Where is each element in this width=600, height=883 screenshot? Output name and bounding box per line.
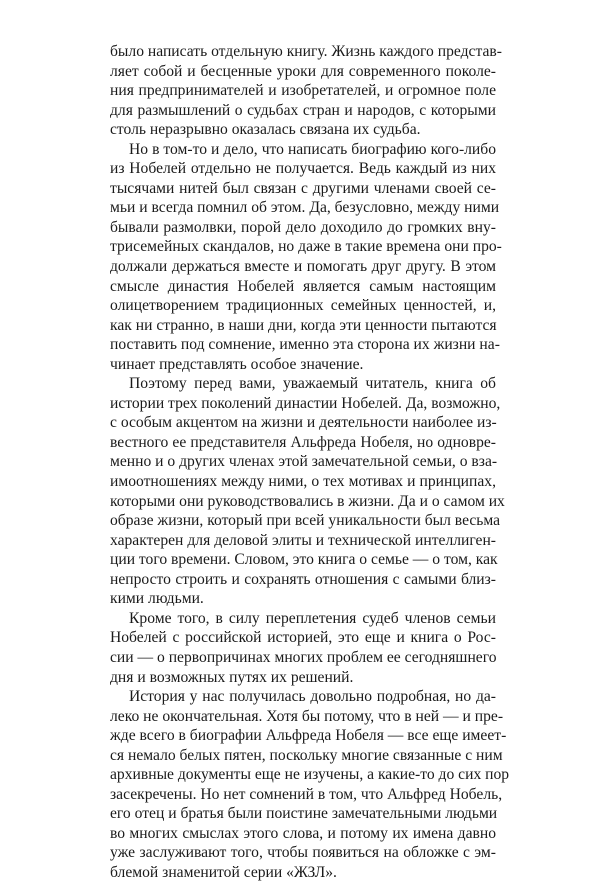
text-line: олицетворением традиционных семейных ценностей, и,: [110, 297, 496, 315]
text-line: История у нас получилась довольно подробная, но да-: [129, 688, 496, 706]
text-line: вестного ее представителя Альфреда Нобеля, но одновре-: [110, 433, 496, 451]
text-line: Нобелей с российской историей, это еще и книга о Рос-: [110, 629, 496, 647]
text-line: менно и о других членах этой замечательной семьи, о вза-: [110, 453, 498, 471]
paragraph-4: [110, 609, 496, 687]
text-line: Поэтому перед вами, уважаемый читатель, книга об: [129, 375, 496, 393]
text-line: из Нобелей отдельно не получается. Ведь каждый из них: [110, 160, 496, 178]
text-line: ляет собой и бесценные уроки для современного поколе-: [110, 62, 496, 80]
text-line: чинает представлять особое значение.: [110, 355, 364, 373]
text-line: трисемейных скандалов, но даже в такие времена они про-: [110, 238, 502, 256]
text-line: бывали размолвки, порой дело доходило до громких вну-: [110, 218, 496, 236]
text-line: ции того времени. Словом, это книга о семье — о том, как: [110, 551, 498, 569]
body-text: [110, 42, 510, 883]
text-line: как ни странно, в наши дни, когда эти ценности пытаются: [110, 316, 497, 334]
text-line: поставить под сомнение, именно эта сторона их жизни на-: [110, 336, 500, 354]
text-line: уже заслуживают того, чтобы появиться на обложке с эм-: [110, 844, 496, 862]
text-line: характерен для деловой элиты и технической интеллиген-: [110, 531, 496, 549]
text-line: столь неразрывно оказалась связана их судьба.: [110, 121, 421, 139]
text-line: образе жизни, который при всей уникальности был весьма: [110, 512, 501, 530]
text-line: с особым акцентом на жизни и деятельности наиболее из-: [110, 414, 497, 432]
text-line: Кроме того, в силу переплетения судеб членов семьи: [129, 609, 496, 627]
paragraph-2: [110, 140, 502, 375]
text-line: имоотношениях между ними, о тех мотивах и принципах,: [110, 473, 496, 491]
text-line: ния предпринимателей и изобретателей, и огромное поле: [110, 82, 496, 100]
text-line: его отец и братья были поистине замечательными людьми: [110, 805, 498, 823]
text-line: смысле династия Нобелей является самым настоящим: [110, 277, 496, 295]
text-line: истории трех поколений династии Нобелей. Да, возможно,: [110, 394, 501, 412]
text-line: леко не окончательная. Хотя бы потому, что в ней — и пре-: [110, 707, 504, 725]
paragraph-5: [110, 687, 510, 882]
text-line: блемой знаменитой серии «ЖЗЛ».: [110, 863, 337, 881]
text-line: мьи и всегда помнил об этом. Да, безусловно, между ними: [110, 199, 500, 217]
text-line: во многих смыслах этого слова, и потому их имена давно: [110, 824, 496, 842]
text-line: было написать отдельную книгу. Жизнь каждого представ-: [110, 43, 502, 60]
text-line: архивные документы еще не изучены, а какие-то до сих пор: [110, 766, 510, 784]
text-line: Но в том-то и дело, что написать биографию кого-либо: [129, 140, 496, 158]
text-line: непросто строить и сохранять отношения с самыми близ-: [110, 570, 496, 588]
paragraph-1: [110, 42, 502, 140]
text-line: кими людьми.: [110, 590, 204, 608]
text-line: сии — о первопричинах многих проблем ее сегодняшнего: [110, 648, 497, 666]
text-line: ся немало белых пятен, поскольку многие связанные с ним: [110, 746, 503, 764]
text-line: тысячами нитей был связан с другими членами своей се-: [110, 179, 496, 197]
text-line: засекречены. Но нет сомнений в том, что Альфред Нобель,: [110, 785, 503, 803]
text-line: которыми они руководствовались в жизни. Да и о самом их: [110, 492, 505, 510]
text-line: должали держаться вместе и помогать друг другу. В этом: [110, 258, 496, 276]
text-line: жде всего в биографии Альфреда Нобеля — все еще имеет-: [110, 727, 507, 745]
text-line: дня и возможных путях их решений.: [110, 668, 354, 686]
paragraph-3: [110, 374, 505, 609]
text-line: для размышлений о судьбах стран и народов, с которыми: [110, 101, 496, 119]
